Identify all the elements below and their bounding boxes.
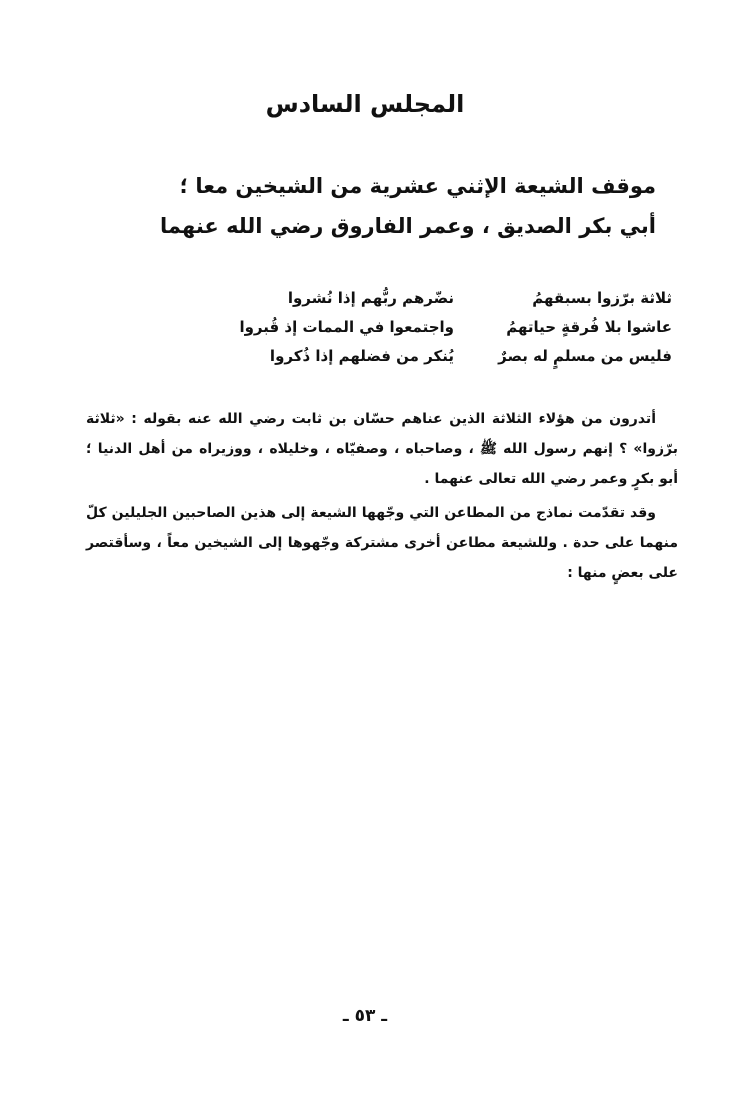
poem-verse	[232, 342, 672, 371]
poem-verse	[232, 284, 672, 313]
poem-hemistich-first: ثلاثة برّزوا بسبقهمُ	[532, 289, 672, 307]
poem	[232, 284, 672, 371]
section-heading-line-2: أبي بكر الصديق ، وعمر الفاروق رضي الله عنهما	[160, 214, 656, 238]
paragraph: أتدرون من هؤلاء الثلاثة الذين عناهم حسّان بن ثابت رضي الله عنه بقوله : «ثلاثة برّزوا» ؟ إنهم رسول الله ﷺ ، وصاحباه ، وصفيّاه ، وخليلاه ، ووزيراه من أهل الدنيا ؛ أبو بكرٍ وعمر رضي الله تعالى عنهما .	[86, 411, 678, 487]
poem-verse	[232, 313, 672, 342]
poem-hemistich-second: نضّرهم ربُّهم إذا نُشروا	[287, 289, 454, 307]
poem-hemistich-second: يُنكر من فضلهم إذا ذُكروا	[269, 347, 454, 365]
paragraph: وقد تقدّمت نماذج من المطاعن التي وجّهها الشيعة إلى هذين الصاحبين الجليلين كلّ منهما على حدة . وللشيعة مطاعن أخرى مشتركة وجّهوها إلى الشيخين معاً ، وسأقتصر على بعضٍ منها :	[86, 505, 678, 581]
poem-hemistich-first: عاشوا بلا فُرقةٍ حياتهمُ	[506, 318, 672, 336]
poem-hemistich-second: واجتمعوا في الممات إذ قُبروا	[239, 318, 454, 336]
chapter-title: المجلس السادس	[265, 90, 465, 118]
page-number: ـ ٥٣ ـ	[342, 1006, 388, 1026]
poem-hemistich-first: فليس من مسلمٍ له بصرٌ	[498, 347, 672, 365]
body-text	[86, 404, 678, 588]
section-heading-line-1: موقف الشيعة الإثني عشرية من الشيخين معا ؛	[179, 174, 656, 198]
section-heading	[136, 166, 656, 246]
